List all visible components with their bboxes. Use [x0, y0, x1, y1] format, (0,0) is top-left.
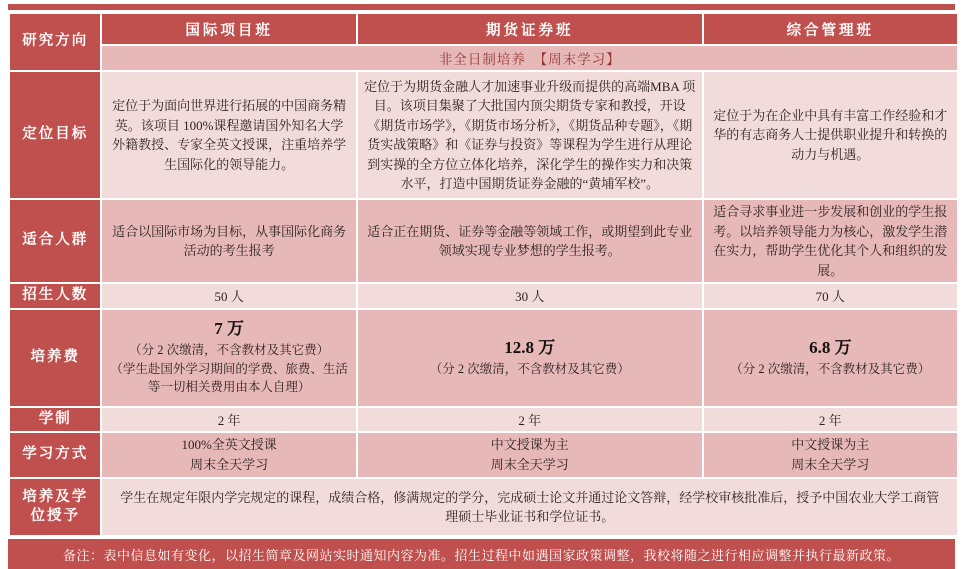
positioning-cell-management: 定位于为在企业中具有丰富工作经验和才华的有志商务人士提供职业提升和转换的动力与机遇。 — [704, 72, 957, 198]
tuition-amount: 12.8 万 — [504, 337, 556, 357]
duration-row — [10, 408, 957, 432]
study-mode-line: 周末全天学习 — [791, 457, 870, 473]
tuition-note: （学生赴国外学习期间的学费、旅费、生活等一切相关费用由本人自理） — [110, 361, 348, 395]
enrollment-cell-futures: 30 人 — [358, 284, 702, 308]
positioning-row — [10, 72, 957, 198]
study-mode-cell-management — [704, 433, 957, 477]
study-mode-row — [10, 433, 957, 477]
program-comparison-table — [8, 12, 959, 537]
degree-cell: 学生在规定年限内学完规定的课程，成绩合格，修满规定的学分，完成硕士论文并通过论文答辩，经学校审核批准后，授予中国农业大学工商管理硕士毕业证书和学位证书。 — [102, 479, 957, 535]
table-top-border — [8, 4, 955, 10]
positioning-label: 定位目标 — [10, 72, 100, 198]
subtitle-row — [10, 46, 957, 70]
positioning-cell-international: 定位于为面向世界进行拓展的中国商务精英。该项目 100%课程邀请国外知名大学外籍教授、专家全英文授课，注重培养学生国际化的领导能力。 — [102, 72, 355, 198]
degree-row — [10, 479, 957, 535]
col-header-international: 国际项目班 — [102, 14, 355, 44]
audience-label: 适合人群 — [10, 200, 100, 282]
audience-row — [10, 200, 957, 282]
degree-label: 培养及学位授予 — [10, 479, 100, 535]
tuition-amount: 6.8 万 — [809, 337, 852, 357]
audience-cell-futures: 适合正在期货、证券等金融等领域工作，或期望到此专业领域实现专业梦想的学生报考。 — [358, 200, 702, 282]
subtitle-cell: 非全日制培养 【周末学习】 — [102, 46, 957, 70]
tuition-note: （分 2 次缴清，不含教材及其它费） — [129, 342, 330, 357]
tuition-cell-futures — [358, 310, 702, 406]
col-header-management: 综合管理班 — [704, 14, 957, 44]
duration-cell-futures: 2 年 — [358, 408, 702, 432]
header-row — [10, 14, 957, 44]
enrollment-row — [10, 284, 957, 308]
study-mode-cell-international — [102, 433, 355, 477]
duration-cell-international: 2 年 — [102, 408, 355, 432]
study-mode-line: 100%全英文授课 — [181, 437, 277, 453]
study-mode-line: 中文授课为主 — [490, 437, 569, 453]
tuition-cell-management — [704, 310, 957, 406]
study-mode-line: 周末全天学习 — [190, 457, 269, 473]
duration-cell-management: 2 年 — [704, 408, 957, 432]
header-row-label: 研究方向 — [10, 14, 100, 70]
tuition-row — [10, 310, 957, 406]
tuition-note: （分 2 次缴清，不含教材及其它费） — [730, 361, 931, 376]
tuition-amount: 7 万 — [214, 318, 245, 338]
study-mode-line: 周末全天学习 — [490, 457, 569, 473]
tuition-note: （分 2 次缴清，不含教材及其它费） — [429, 361, 630, 376]
footnote-bar: 备注：表中信息如有变化，以招生简章及网站实时通知内容为准。招生过程中如遇国家政策调整，我校将随之进行相应调整并执行最新政策。 — [8, 539, 955, 569]
audience-cell-international: 适合以国际市场为目标，从事国际化商务活动的考生报考 — [102, 200, 355, 282]
tuition-cell-international — [102, 310, 355, 406]
audience-cell-management: 适合寻求事业进一步发展和创业的学生报考。以培养领导能力为核心，激发学生潜在实力，帮助学生优化其个人和组织的发展。 — [704, 200, 957, 282]
positioning-cell-futures: 定位于为期货金融人才加速事业升级而提供的高端MBA 项目。该项目集聚了大批国内顶尖期货专家和教授，开设《期货市场学》，《期货市场分析》，《期货品种专题》，《期货实战策略》和《证券与投资》等课程为学生进行从理论到实操的全方位立体化培养，深化学生的操作实力和决策水平，打造中国期货证券金融的“黄埔军校”。 — [358, 72, 702, 198]
study-mode-line: 中文授课为主 — [791, 437, 870, 453]
enrollment-cell-international: 50 人 — [102, 284, 355, 308]
study-mode-label: 学习方式 — [10, 433, 100, 477]
duration-label: 学制 — [10, 408, 100, 432]
tuition-label: 培养费 — [10, 310, 100, 406]
study-mode-cell-futures — [358, 433, 702, 477]
enrollment-cell-management: 70 人 — [704, 284, 957, 308]
col-header-futures: 期货证券班 — [358, 14, 702, 44]
enrollment-label: 招生人数 — [10, 284, 100, 308]
